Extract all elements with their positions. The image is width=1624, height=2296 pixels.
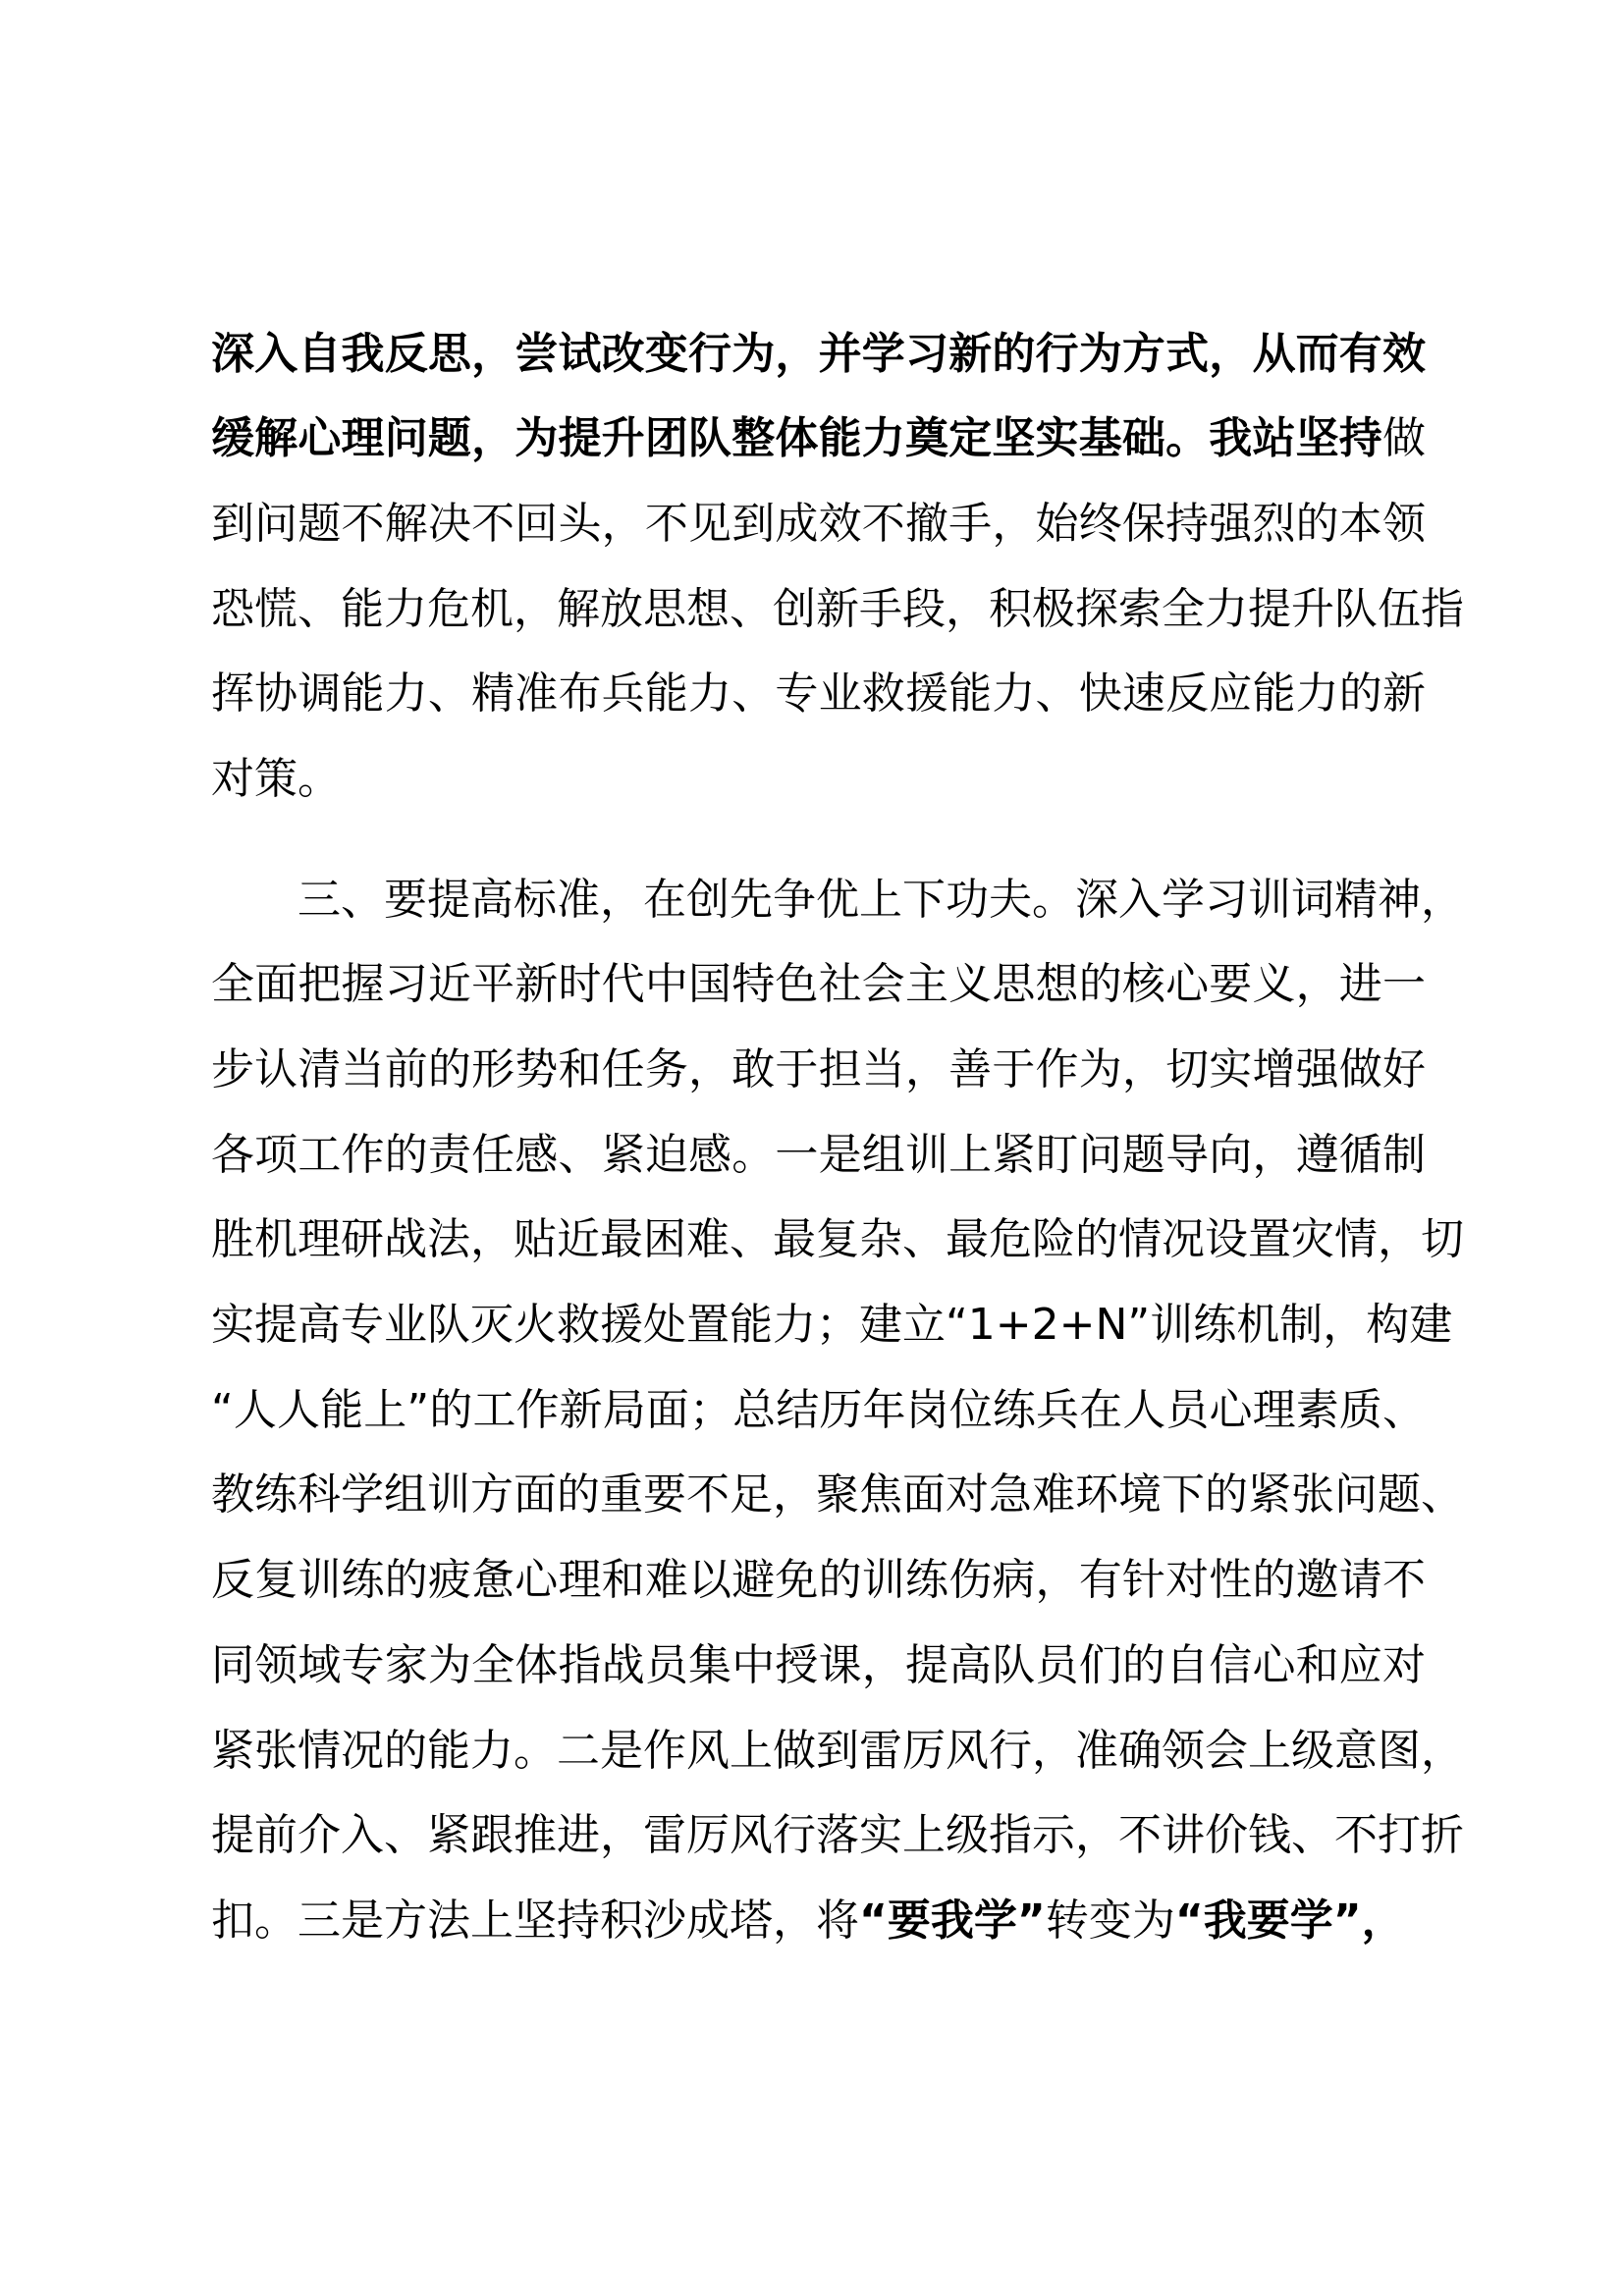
body-text: 挥协调能力、精准布兵能力、专业救援能力、快速反应能力的新 [211, 668, 1426, 720]
text-line [211, 1452, 1464, 1537]
body-text: 各项工作的责任感、紧迫感。一是组训上紧盯问题导向，遵循制 [211, 1129, 1426, 1180]
text-line [211, 481, 1426, 566]
text-line [211, 1282, 1453, 1367]
text-line [211, 1623, 1426, 1708]
body-text: 对策。 [211, 754, 341, 804]
body-text: 提前介入、紧跟推进，雷厉风行落实上级指示，不讲价钱、不打折 [211, 1810, 1464, 1861]
body-text: “人人能上”的工作新局面；总结历年岗位练兵在人员心理素质、 [211, 1384, 1426, 1435]
body-text: 全面把握习近平新时代中国特色社会主义思想的核心要义，进一 [211, 959, 1426, 1010]
text-line [211, 736, 1426, 822]
text-line [211, 1792, 1464, 1878]
text-line [211, 1367, 1426, 1453]
body-text: 同领域专家为全体指战员集中授课，提高队员们的自信心和应对 [211, 1639, 1426, 1690]
text-line [211, 566, 1464, 652]
text-line [211, 1197, 1464, 1282]
text-line [211, 1537, 1426, 1623]
bold-text: “我要学”， [1174, 1895, 1405, 1946]
text-line [211, 1027, 1426, 1112]
body-text: 紧张情况的能力。二是作风上做到雷厉风行，准确领会上级意图， [211, 1725, 1464, 1776]
text-line [211, 1708, 1464, 1793]
body-text: 三、要提高标准，在创先争优上下功夫。深入学习训词精神， [298, 874, 1464, 925]
bold-text: 深入自我反思，尝试改变行为，并学习新的行为方式，从而有效 [211, 328, 1426, 379]
body-text: 实提高专业队灭火救援处置能力；建立“1+2+N”训练机制，构建 [211, 1300, 1453, 1350]
body-text: 恐慌、能力危机，解放思想、创新手段，积极探索全力提升队伍指 [211, 583, 1464, 634]
text-line [211, 396, 1426, 481]
body-text: 胜机理研战法，贴近最困难、最复杂、最危险的情况设置灾情，切 [211, 1214, 1464, 1265]
body-text: 做 [1382, 413, 1426, 464]
bold-text: 缓解心理问题，为提升团队整体能力奠定坚实基础。我站坚持 [211, 413, 1382, 464]
body-text: 到问题不解决不回头，不见到成效不撤手，始终保持强烈的本领 [211, 498, 1426, 549]
text-line [211, 941, 1426, 1027]
body-text: 转变为 [1045, 1895, 1175, 1946]
body-text: 教练科学组训方面的重要不足，聚焦面对急难环境下的紧张问题、 [211, 1469, 1464, 1521]
text-line [211, 1878, 1426, 1963]
text-line [211, 1112, 1426, 1198]
text-line [298, 857, 1464, 942]
text-line [211, 651, 1426, 736]
text-line [211, 311, 1426, 397]
body-text: 扣。三是方法上坚持积沙成塔，将 [211, 1895, 859, 1946]
bold-text: “要我学” [859, 1895, 1046, 1946]
body-text: 步认清当前的形势和任务，敢于担当，善于作为，切实增强做好 [211, 1043, 1426, 1095]
body-text: 反复训练的疲惫心理和难以避免的训练伤病，有针对性的邀请不 [211, 1555, 1426, 1606]
